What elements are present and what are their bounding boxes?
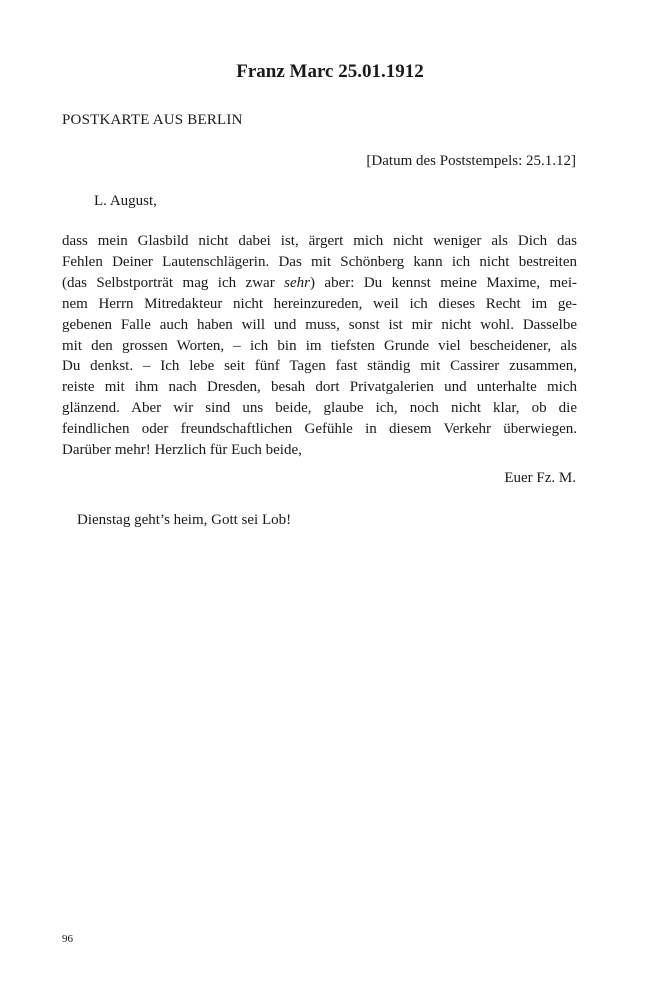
signature: Euer Fz. M. [504, 470, 576, 486]
letter-body [62, 231, 577, 461]
body-line: glänzend. Aber wir sind uns beide, glaube ich, noch nicht klar, ob die [62, 400, 577, 417]
body-line: reiste mit ihm nach Dresden, besah dort Privatgalerien und unterhalte mich [62, 379, 577, 396]
postcard-heading: POSTKARTE AUS BERLIN [62, 112, 243, 128]
body-line: dass mein Glasbild nicht dabei ist, ärgert mich nicht weniger als Dich das [62, 233, 577, 249]
page-number: 96 [62, 933, 73, 945]
page-title: Franz Marc 25.01.1912 [236, 61, 424, 82]
body-line: Darüber mehr! Herzlich für Euch beide, [62, 442, 302, 459]
body-line: Du denkst. – Ich lebe seit fünf Tagen fast ständig mit Cassirer zusammen, [62, 358, 577, 375]
postscript: Dienstag geht’s heim, Gott sei Lob! [77, 512, 292, 528]
body-line: mit den grossen Worten, – ich bin im tiefsten Grunde viel bescheidener, als [62, 337, 577, 354]
salutation: L. August, [94, 193, 157, 209]
postmark-date-note: [Datum des Poststempels: 25.1.12] [366, 153, 576, 169]
body-line: feindlichen oder freundschaftlichen Gefühle in diesem Verkehr überwiegen. [62, 421, 577, 438]
body-line: (das Selbstporträt mag ich zwar sehr) aber: Du kennst meine Maxime, mei- [62, 274, 577, 291]
body-line: nem Herrn Mitredakteur nicht hereinzureden, weil ich dieses Recht im ge- [62, 295, 577, 312]
body-line: gebenen Falle auch haben will und muss, sonst ist mir nicht wohl. Dasselbe [62, 316, 577, 333]
emphasis-text: sehr [284, 274, 310, 291]
body-line: Fehlen Deiner Lautenschlägerin. Das mit Schönberg kann ich nicht bestreiten [62, 253, 577, 270]
